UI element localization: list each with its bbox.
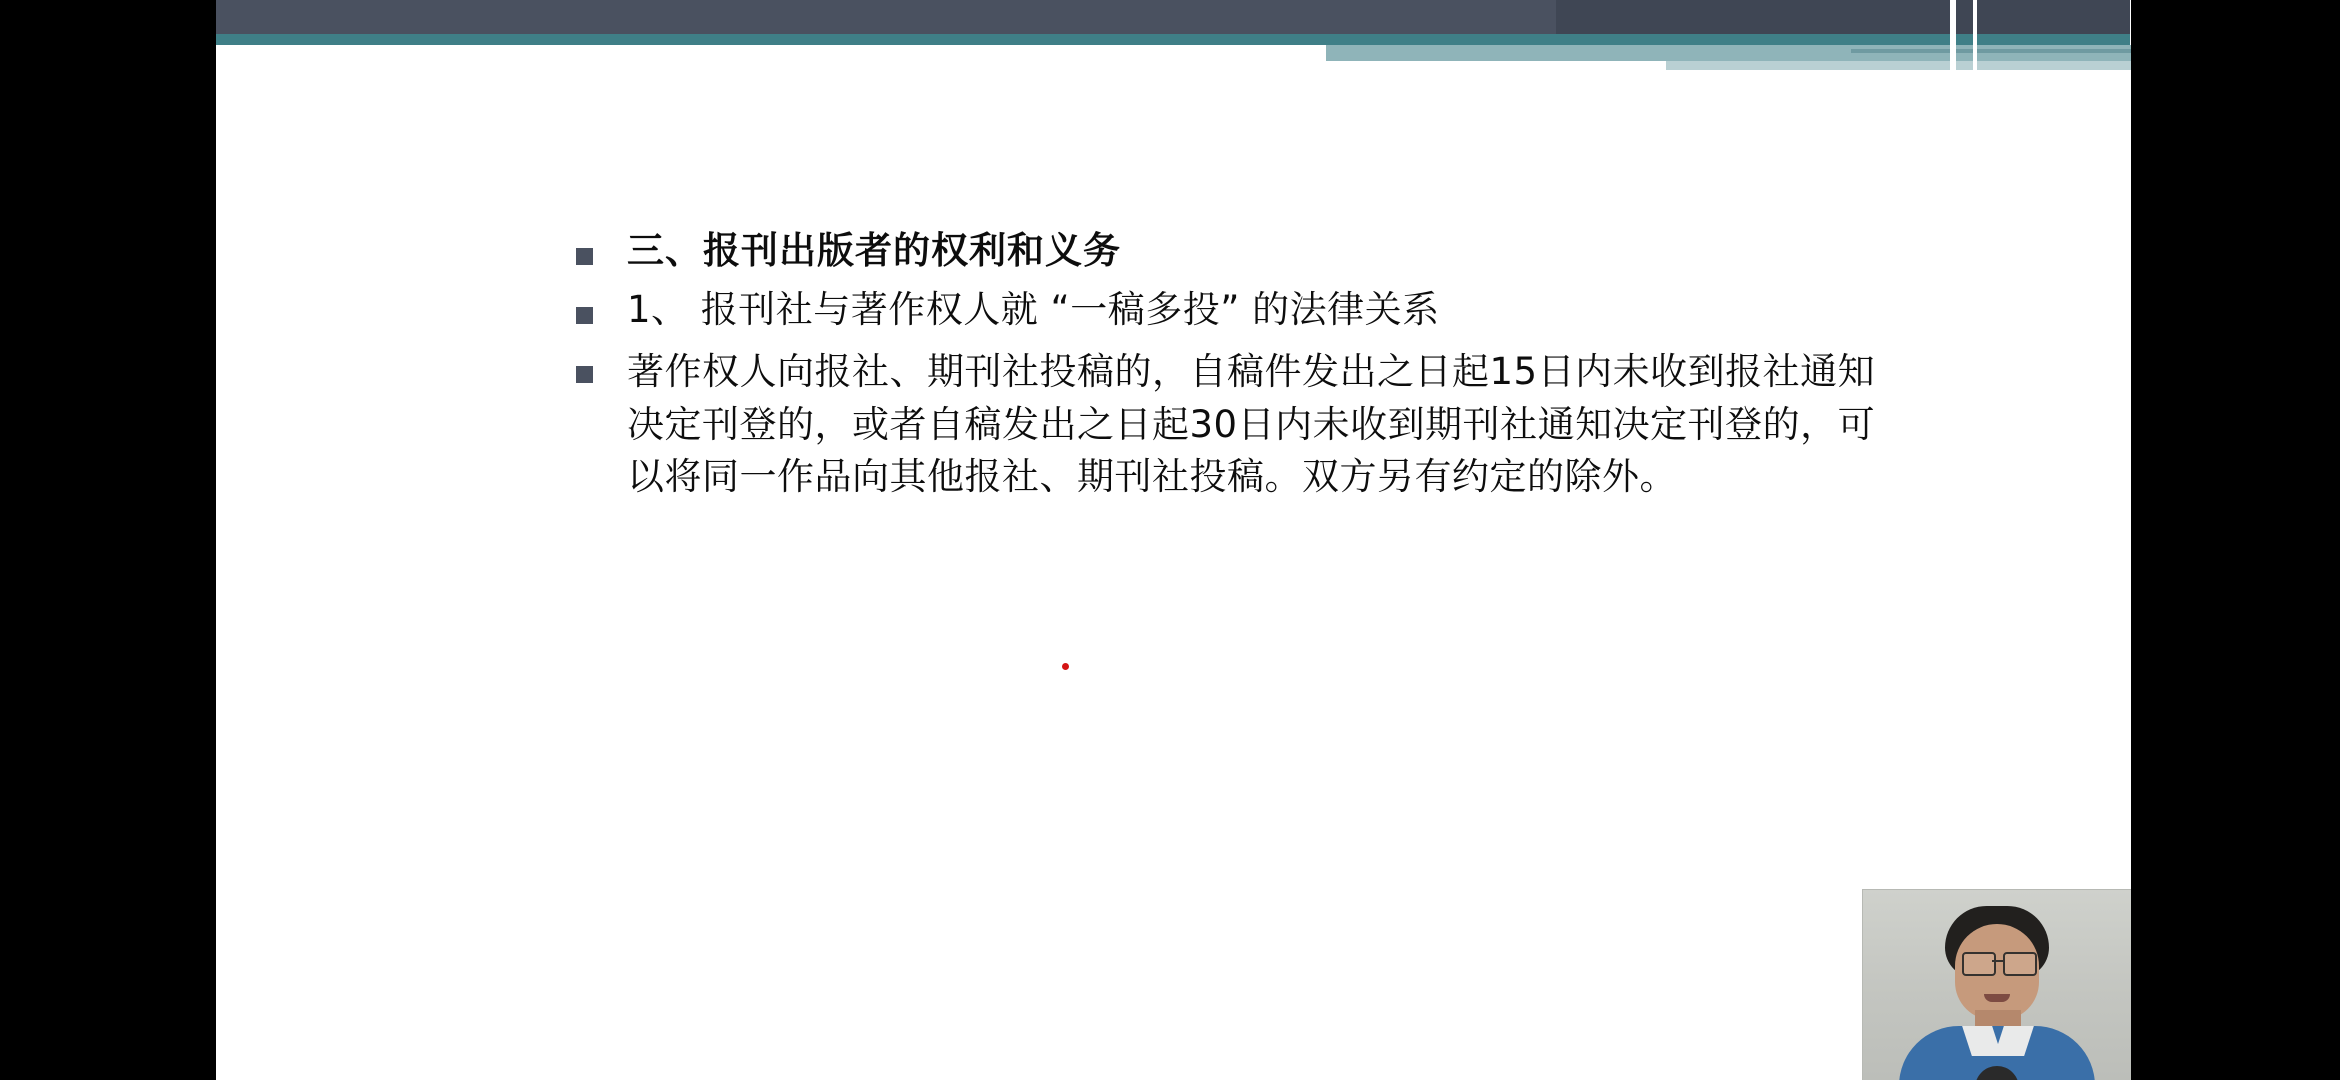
slide-bullet-item-1 xyxy=(576,288,1976,331)
letterbox-bar-right xyxy=(2131,0,2340,1080)
slide-bullet-text-2: 著作权人向报社、期刊社投稿的，自稿件发出之日起15日内未收到报社通知决定刊登的，或者自稿发出之日起30日内未收到期刊社通知决定刊登的，可以将同一作品向其他报社、期刊社投稿。双方另有约定的除外。 xyxy=(627,350,1876,499)
header-band-dark-accent xyxy=(1556,0,2130,34)
square-bullet-icon xyxy=(576,366,593,383)
square-bullet-icon xyxy=(576,307,593,324)
slide-title: 三、报刊出版者的权利和义务 xyxy=(627,229,1121,272)
glasses-bridge-icon xyxy=(1992,960,2003,962)
slide-content xyxy=(576,229,1976,520)
laser-pointer-dot xyxy=(1062,663,1069,670)
glasses-right-lens-icon xyxy=(2003,952,2037,976)
slide-bullet-text-1: 1、 报刊社与著作权人就 “一稿多投” 的法律关系 xyxy=(627,288,1440,331)
slide-title-row xyxy=(576,229,1976,272)
presenter-webcam[interactable] xyxy=(1862,889,2131,1080)
slide-header-decoration xyxy=(216,0,2131,78)
slide-bullet-item-2 xyxy=(576,346,1976,504)
square-bullet-icon xyxy=(576,248,593,265)
header-band-light-2 xyxy=(1666,61,2131,70)
header-band-light-3 xyxy=(1851,49,2131,53)
header-band-light-1 xyxy=(1326,45,2131,61)
presentation-slide xyxy=(216,0,2131,1080)
header-band-dark xyxy=(216,0,2130,34)
header-band-divider-1 xyxy=(1950,0,1956,70)
header-band-gap xyxy=(216,45,2130,50)
header-band-divider-2 xyxy=(1973,0,1977,70)
header-band-teal xyxy=(216,34,2130,45)
glasses-left-lens-icon xyxy=(1962,952,1996,976)
presenter-mouth xyxy=(1984,994,2010,1002)
letterbox-bar-left xyxy=(0,0,216,1080)
